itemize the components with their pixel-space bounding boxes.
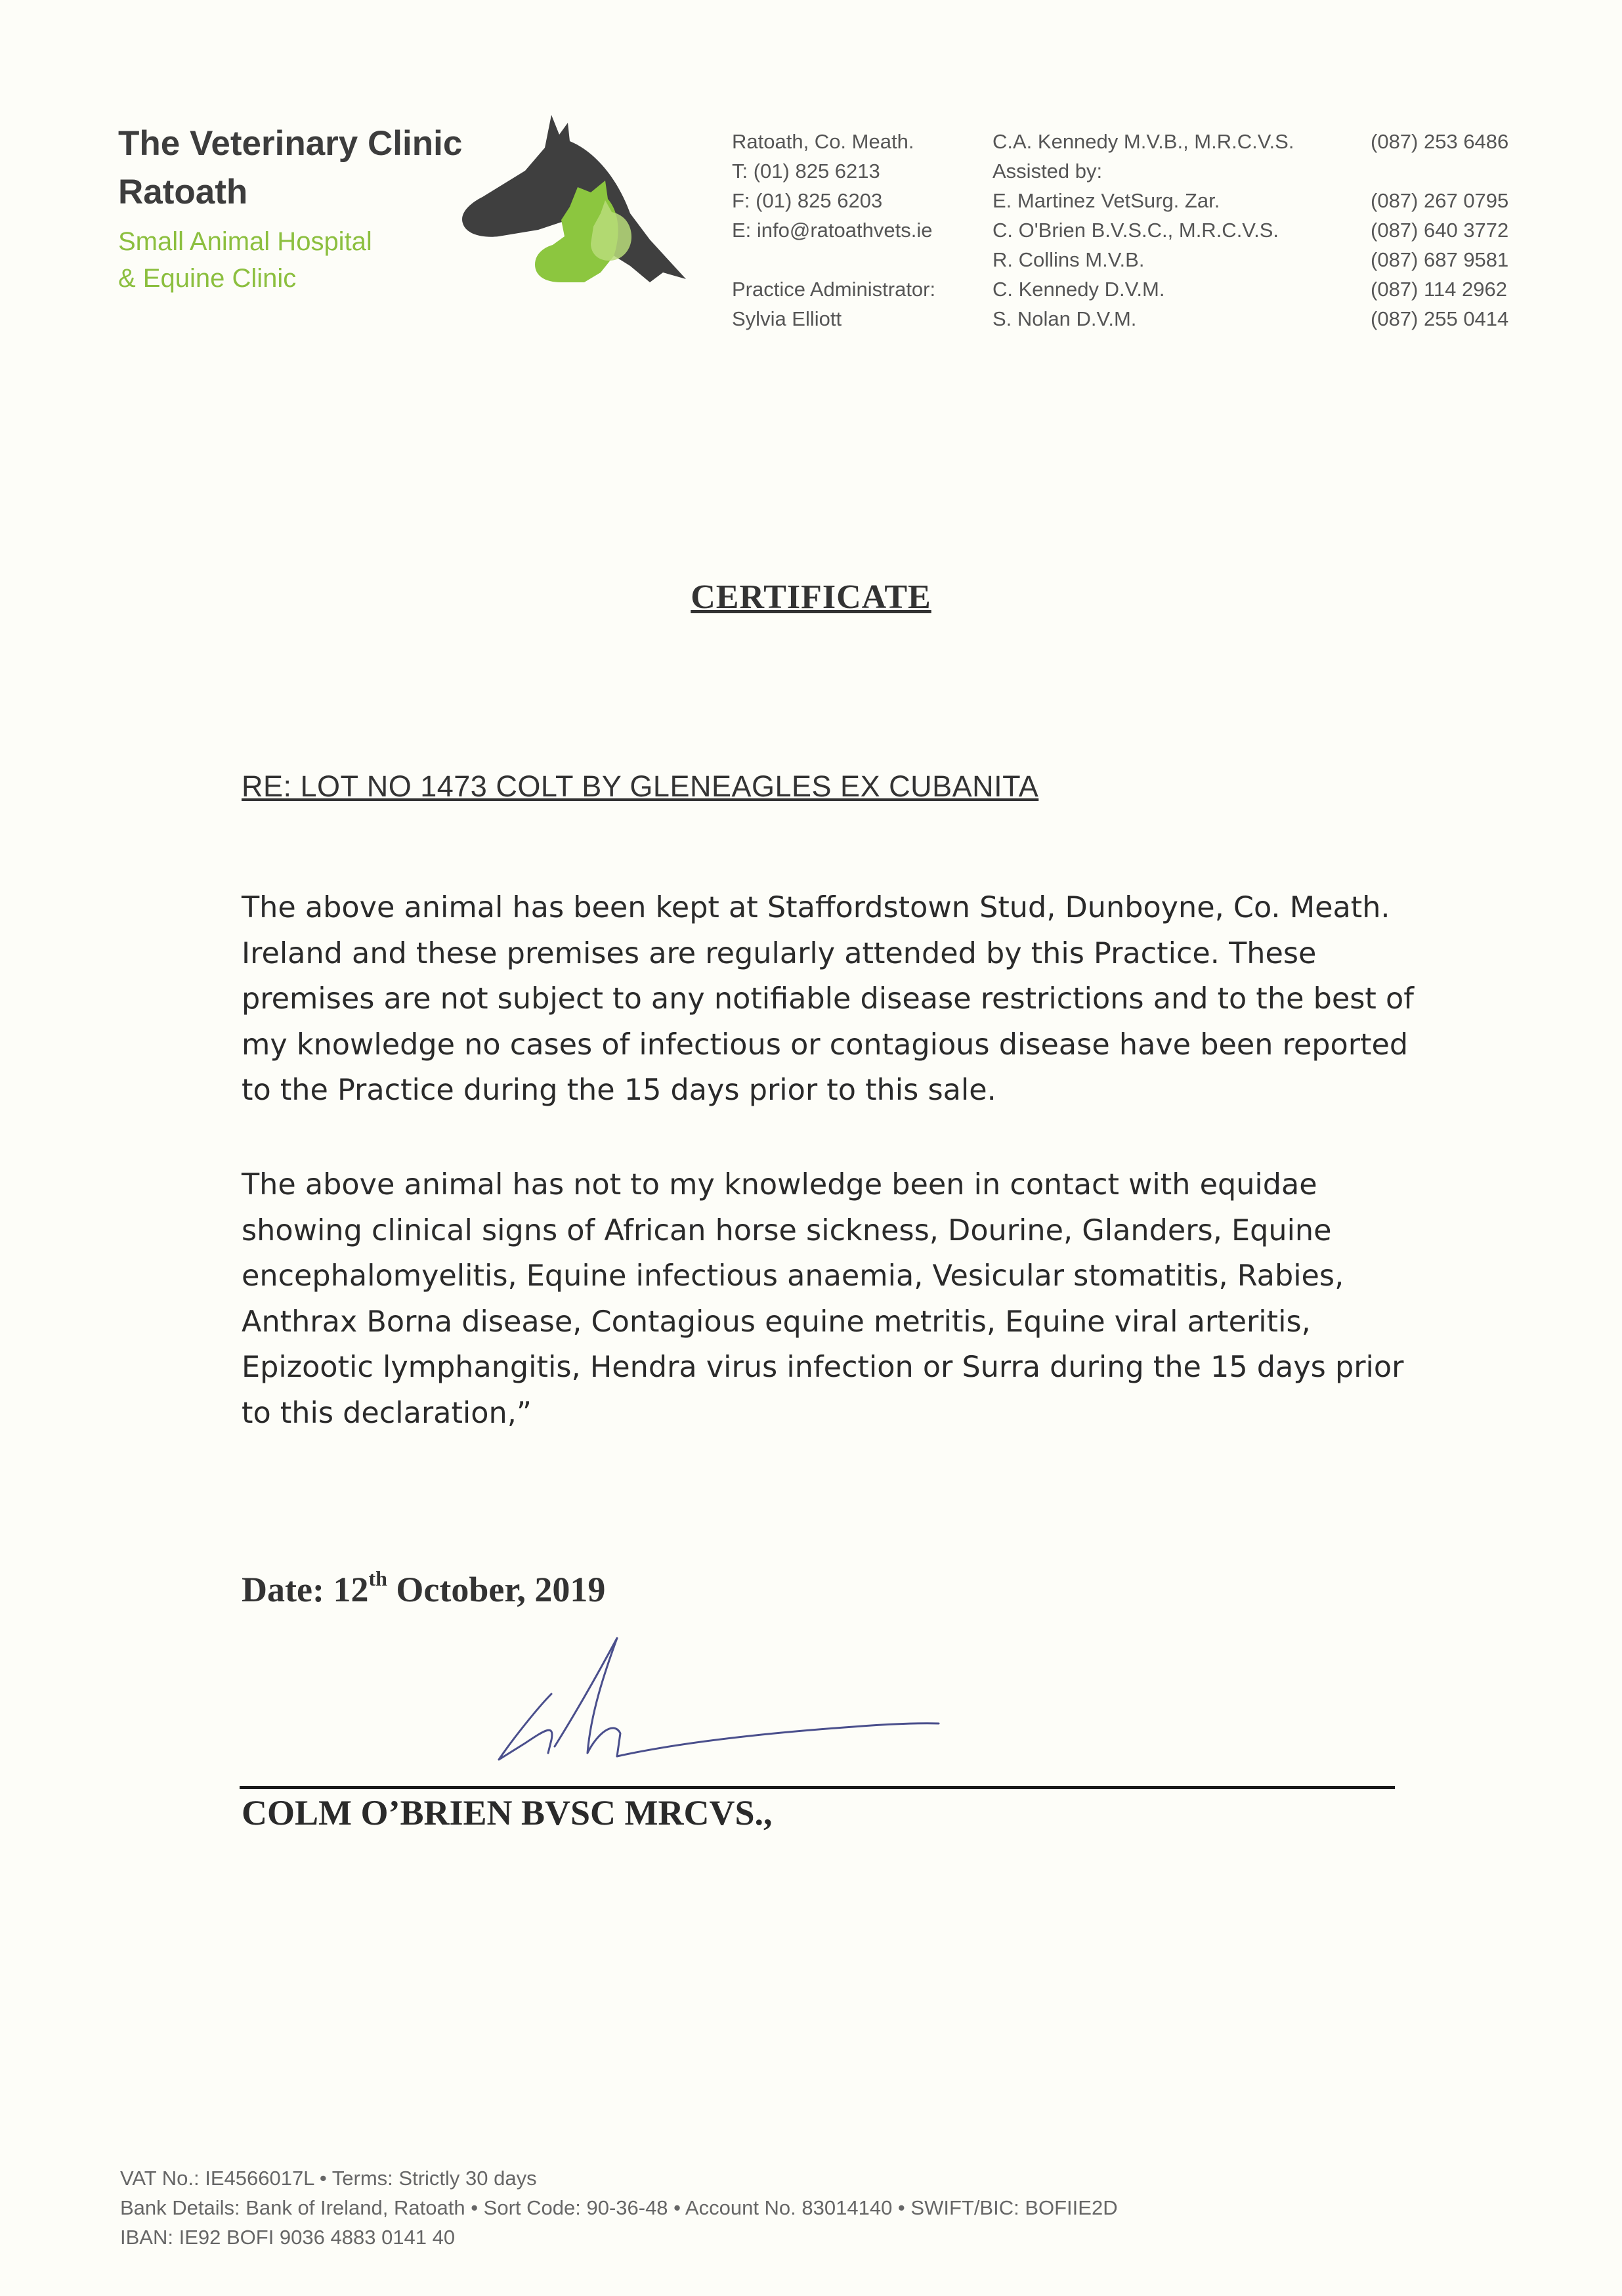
staff-item: C. Kennedy D.V.M.	[992, 278, 1165, 301]
date-suffix: th	[368, 1567, 387, 1590]
phone-item: (087) 255 0414	[1371, 307, 1509, 330]
certificate-date	[242, 1569, 605, 1610]
date-rest: October, 2019	[396, 1570, 606, 1609]
address-column	[732, 127, 935, 334]
clinic-name-line1: The Veterinary Clinic	[118, 124, 463, 163]
clinic-name-line2: Ratoath	[118, 173, 248, 211]
signature-line	[240, 1786, 1395, 1789]
footer-vat: VAT No.: IE4566017L • Terms: Strictly 30 days	[120, 2167, 537, 2190]
phone-line: T: (01) 825 6213	[732, 160, 880, 183]
date-label: Date:	[242, 1570, 324, 1609]
clinic-name	[118, 119, 462, 217]
staff-item: E. Martinez VetSurg. Zar.	[992, 189, 1220, 212]
clinic-subtitle-line2: & Equine Clinic	[118, 264, 297, 293]
staff-column	[992, 127, 1294, 334]
phone-item: (087) 267 0795	[1371, 189, 1509, 212]
staff-item: C. O'Brien B.V.S.C., M.R.C.V.S.	[992, 219, 1279, 242]
fax-line: F: (01) 825 6203	[732, 189, 883, 212]
phone-column	[1371, 127, 1508, 334]
address-line: Ratoath, Co. Meath.	[732, 130, 914, 153]
email-line: E: info@ratoathvets.ie	[732, 219, 933, 242]
horse-dog-logo-icon	[453, 115, 689, 299]
clinic-subtitle	[118, 223, 372, 297]
clinic-subtitle-line1: Small Animal Hospital	[118, 227, 372, 256]
administrator-name: Sylvia Elliott	[732, 307, 842, 330]
phone-item: (087) 114 2962	[1371, 278, 1507, 301]
date-day: 12	[333, 1570, 369, 1609]
paragraph-contact: The above animal has not to my knowledge been in contact with equidae showing clinical signs of African horse sickness, Dourine, Glanders, Equine encephalomyelitis, Equine infectious anaemia, Vesicular stomatitis, Rabies, Anthrax Borna disease, Contagious equine metritis, Equine viral arteritis, Epizootic lymphangitis, Hendra virus infection or Surra during the 15 days prior to this declaration,”	[242, 1168, 1404, 1430]
staff-item: C.A. Kennedy M.V.B., M.R.C.V.S.	[992, 130, 1294, 153]
signatory-name: COLM O’BRIEN BVSC MRCVS.,	[242, 1793, 773, 1832]
reference-line: RE: LOT NO 1473 COLT BY GLENEAGLES EX CUBANITA	[242, 769, 1039, 803]
footer-iban: IBAN: IE92 BOFI 9036 4883 0141 40	[120, 2226, 456, 2249]
handwritten-signature	[486, 1635, 998, 1786]
certificate-title: CERTIFICATE	[691, 578, 931, 616]
footer-bank: Bank Details: Bank of Ireland, Ratoath • Sort Code: 90-36-48 • Account No. 83014140 • SWIFT/BIC: BOFIIE2D	[120, 2196, 1118, 2219]
administrator-label: Practice Administrator:	[732, 278, 936, 301]
phone-item: (087) 253 6486	[1371, 130, 1509, 153]
staff-item: R. Collins M.V.B.	[992, 248, 1145, 271]
footer	[120, 2163, 1118, 2252]
paragraph-premises: The above animal has been kept at Staffordstown Stud, Dunboyne, Co. Meath. Ireland and these premises are regularly attended by this Practice. These premises are not subject to any notifiable disease restrictions and to the best of my knowledge no cases of infectious or contagious disease have been reported to the Practice during the 15 days prior to this sale.	[242, 891, 1414, 1107]
spacer-line	[732, 245, 935, 274]
staff-item: Assisted by:	[992, 160, 1103, 183]
phone-item: (087) 640 3772	[1371, 219, 1509, 242]
phone-item: (087) 687 9581	[1371, 248, 1509, 271]
staff-item: S. Nolan D.V.M.	[992, 307, 1137, 330]
spacer-line	[1371, 156, 1508, 186]
